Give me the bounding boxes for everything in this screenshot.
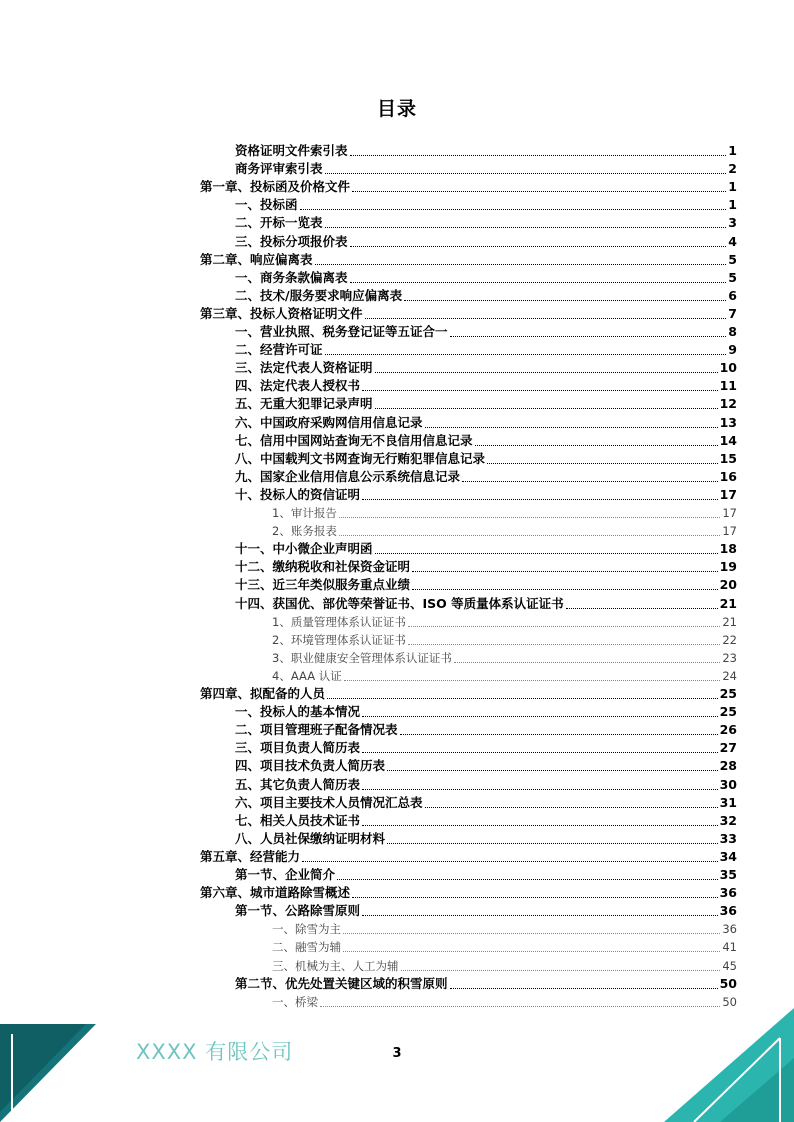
toc-entry-title: 五、其它负责人简历表 bbox=[235, 776, 361, 792]
toc-entry-page: 1 bbox=[728, 143, 737, 158]
toc-entry-title: 第四章、拟配备的人员 bbox=[200, 686, 326, 701]
toc-entry[interactable] bbox=[235, 214, 737, 232]
toc-entry-title: 四、法定代表人授权书 bbox=[235, 378, 361, 394]
toc-dot-leader bbox=[315, 264, 727, 265]
toc-entry-title: 二、开标一览表 bbox=[235, 215, 323, 231]
toc-entry[interactable] bbox=[235, 160, 737, 178]
toc-entry-page: 11 bbox=[719, 378, 737, 394]
toc-entry-page: 41 bbox=[722, 940, 737, 955]
toc-entry-title: 五、无重大犯罪记录声明 bbox=[235, 396, 373, 412]
toc-dot-leader bbox=[425, 807, 718, 808]
toc-entry-page: 24 bbox=[722, 668, 737, 683]
toc-entry-title: 第二节、优先处置关键区域的积雪原则 bbox=[235, 975, 448, 991]
toc-entry[interactable] bbox=[235, 794, 737, 812]
toc-entry-page: 22 bbox=[722, 632, 737, 647]
toc-dot-leader bbox=[320, 1006, 720, 1007]
toc-entry-page: 27 bbox=[719, 740, 737, 756]
toc-entry[interactable] bbox=[235, 450, 737, 468]
toc-entry[interactable] bbox=[235, 486, 737, 504]
toc-entry[interactable] bbox=[235, 196, 737, 214]
toc-entry-title: 第一节、企业简介 bbox=[235, 867, 336, 882]
toc-entry[interactable] bbox=[235, 341, 737, 359]
toc-entry-page: 33 bbox=[719, 830, 737, 846]
toc-entry[interactable] bbox=[235, 323, 737, 341]
toc-entry-page: 30 bbox=[719, 776, 737, 792]
toc-entry-page: 23 bbox=[722, 650, 737, 665]
toc-entry-page: 34 bbox=[719, 848, 737, 864]
toc-entry-title: 四、项目技术负责人简历表 bbox=[235, 758, 386, 774]
toc-dot-leader bbox=[400, 734, 718, 735]
toc-entry[interactable] bbox=[272, 649, 737, 667]
toc-entry-title: 商务评审索引表 bbox=[235, 161, 323, 177]
page-number: 3 bbox=[392, 1046, 402, 1061]
toc-entry-page: 25 bbox=[719, 704, 737, 720]
toc-entry[interactable] bbox=[235, 776, 737, 794]
toc-dot-leader bbox=[325, 354, 727, 355]
toc-entry-title: 二、融雪为辅 bbox=[272, 940, 341, 955]
toc-entry[interactable] bbox=[272, 938, 737, 956]
toc-dot-leader bbox=[566, 608, 718, 609]
toc-entry-page: 15 bbox=[719, 450, 737, 466]
toc-dot-leader bbox=[404, 300, 726, 301]
toc-dot-leader bbox=[362, 752, 718, 753]
toc-entry-page: 2 bbox=[728, 161, 737, 177]
toc-entry-title: 一、桥梁 bbox=[272, 994, 318, 1009]
toc-entry[interactable] bbox=[235, 414, 737, 432]
toc-dot-leader bbox=[325, 173, 727, 174]
toc-entry[interactable] bbox=[235, 287, 737, 305]
toc-entry-title: 八、人员社保缴纳证明材料 bbox=[235, 830, 386, 846]
toc-dot-leader bbox=[387, 770, 718, 771]
toc-entry[interactable] bbox=[235, 866, 737, 884]
toc-entry-title: 第二章、响应偏离表 bbox=[200, 251, 313, 267]
toc-entry-page: 50 bbox=[719, 975, 737, 991]
toc-entry[interactable] bbox=[200, 251, 737, 269]
toc-entry-page: 28 bbox=[719, 758, 737, 774]
page-title: 目录 bbox=[376, 98, 417, 120]
toc-entry-page: 31 bbox=[719, 794, 737, 810]
toc-entry-title: 1、审计报告 bbox=[272, 506, 337, 520]
toc-entry[interactable] bbox=[235, 812, 737, 830]
toc-entry-title: 第一章、投标函及价格文件 bbox=[200, 179, 351, 195]
toc-entry-title: 第六章、城市道路除雪概述 bbox=[200, 885, 351, 901]
toc-entry[interactable] bbox=[235, 739, 737, 757]
toc-entry[interactable] bbox=[235, 377, 737, 395]
toc-entry-page: 50 bbox=[722, 994, 737, 1009]
toc-entry-title: 七、相关人员技术证书 bbox=[235, 812, 361, 828]
toc-dot-leader bbox=[344, 680, 721, 681]
toc-entry-title: 九、国家企业信用信息公示系统信息记录 bbox=[235, 468, 461, 484]
toc-dot-leader bbox=[408, 626, 721, 627]
toc-entry[interactable] bbox=[200, 848, 737, 866]
toc-entry[interactable] bbox=[235, 558, 737, 576]
toc-entry-title: 资格证明文件索引表 bbox=[235, 143, 348, 158]
toc-entry[interactable] bbox=[200, 178, 737, 196]
toc-entry-title: 十一、中小微企业声明函 bbox=[235, 541, 373, 557]
toc-dot-leader bbox=[350, 155, 727, 156]
toc-dot-leader bbox=[408, 644, 721, 645]
toc-dot-leader bbox=[362, 499, 718, 500]
toc-entry[interactable] bbox=[200, 685, 737, 703]
toc-entry[interactable] bbox=[272, 504, 737, 522]
toc-entry[interactable] bbox=[235, 757, 737, 775]
toc-dot-leader bbox=[350, 282, 727, 283]
toc-entry-page: 3 bbox=[728, 215, 737, 231]
toc-entry-page: 45 bbox=[722, 958, 737, 973]
toc-entry-title: 4、AAA 认证 bbox=[272, 668, 342, 683]
toc-dot-leader bbox=[343, 951, 720, 952]
toc-entry-page: 6 bbox=[728, 287, 737, 303]
toc-entry-title: 十四、获国优、部优等荣誉证书、ISO 等质量体系认证证书 bbox=[235, 595, 564, 611]
toc-entry-page: 7 bbox=[728, 305, 737, 321]
toc-dot-leader bbox=[454, 662, 721, 663]
toc-entry[interactable] bbox=[235, 359, 737, 377]
toc-entry-page: 14 bbox=[719, 432, 737, 448]
toc-entry-page: 9 bbox=[728, 342, 737, 358]
toc-entry[interactable] bbox=[235, 703, 737, 721]
toc-entry-title: 十三、近三年类似服务重点业绩 bbox=[235, 577, 411, 593]
toc-entry-title: 二、技术/服务要求响应偏离表 bbox=[235, 287, 403, 303]
toc-entry-page: 36 bbox=[722, 922, 737, 937]
toc-dot-leader bbox=[343, 933, 720, 934]
toc-entry-page: 21 bbox=[719, 595, 737, 611]
toc-entry-title: 七、信用中国网站查询无不良信用信息记录 bbox=[235, 432, 473, 448]
toc-dot-leader bbox=[352, 897, 718, 898]
toc-entry[interactable] bbox=[235, 395, 737, 413]
toc-entry-page: 5 bbox=[728, 251, 737, 267]
toc-dot-leader bbox=[337, 879, 718, 880]
toc-dot-leader bbox=[352, 191, 726, 192]
toc-entry-page: 13 bbox=[719, 414, 737, 430]
toc-entry-title: 三、法定代表人资格证明 bbox=[235, 360, 373, 376]
toc-entry-title: 一、投标人的基本情况 bbox=[235, 704, 361, 720]
toc-entry[interactable] bbox=[235, 432, 737, 450]
corner-decoration-right-icon bbox=[664, 1008, 794, 1122]
toc-dot-leader bbox=[325, 227, 727, 228]
toc-entry-page: 17 bbox=[722, 524, 737, 539]
toc-entry-title: 二、项目管理班子配备情况表 bbox=[235, 722, 398, 738]
toc-dot-leader bbox=[362, 716, 718, 717]
toc-entry-title: 三、项目负责人简历表 bbox=[235, 740, 361, 756]
toc-entry[interactable] bbox=[200, 884, 737, 902]
toc-entry[interactable] bbox=[235, 830, 737, 848]
toc-dot-leader bbox=[302, 861, 718, 862]
toc-entry-page: 19 bbox=[719, 559, 737, 575]
toc-entry-page: 36 bbox=[719, 885, 737, 901]
toc-entry-title: 2、账务报表 bbox=[272, 524, 337, 539]
toc-entry[interactable] bbox=[235, 721, 737, 739]
toc-dot-leader bbox=[412, 571, 718, 572]
footer-company-name: XXXX 有限公司 bbox=[136, 1040, 294, 1064]
toc-dot-leader bbox=[375, 408, 718, 409]
toc-entry-title: 3、职业健康安全管理体系认证证书 bbox=[272, 650, 452, 665]
toc-dot-leader bbox=[412, 589, 718, 590]
toc-entry-title: 一、投标函 bbox=[235, 197, 298, 213]
toc-entry-page: 5 bbox=[728, 269, 737, 285]
toc-entry-page: 20 bbox=[719, 577, 737, 593]
toc-dot-leader bbox=[327, 698, 718, 699]
toc-entry-title: 十二、缴纳税收和社保资金证明 bbox=[235, 559, 411, 575]
toc-entry[interactable] bbox=[235, 269, 737, 287]
toc-entry[interactable] bbox=[235, 576, 737, 594]
toc-dot-leader bbox=[475, 445, 718, 446]
toc-dot-leader bbox=[450, 988, 718, 989]
toc-entry-title: 三、投标分项报价表 bbox=[235, 233, 348, 249]
toc-dot-leader bbox=[401, 970, 721, 971]
toc-entry[interactable] bbox=[235, 142, 737, 160]
toc-entry-page: 1 bbox=[728, 197, 737, 213]
toc-entry-title: 六、项目主要技术人员情况汇总表 bbox=[235, 794, 423, 810]
toc-entry-page: 4 bbox=[728, 233, 737, 249]
toc-entry-title: 一、营业执照、税务登记证等五证合一 bbox=[235, 324, 448, 339]
toc-entry[interactable] bbox=[272, 631, 737, 649]
toc-entry-page: 18 bbox=[719, 541, 737, 557]
toc-entry-page: 32 bbox=[719, 812, 737, 828]
toc-entry-page: 35 bbox=[719, 867, 737, 882]
toc-entry-title: 二、经营许可证 bbox=[235, 342, 323, 358]
toc-dot-leader bbox=[387, 843, 718, 844]
toc-dot-leader bbox=[362, 915, 718, 916]
toc-entry-page: 17 bbox=[722, 506, 737, 520]
toc-entry-title: 一、除雪为主 bbox=[272, 922, 341, 937]
toc-entry-page: 36 bbox=[719, 903, 737, 919]
toc-entry[interactable] bbox=[272, 667, 737, 685]
toc-dot-leader bbox=[362, 390, 718, 391]
toc-dot-leader bbox=[339, 535, 721, 536]
toc-entry-title: 1、质量管理体系认证证书 bbox=[272, 614, 406, 629]
toc-entry[interactable] bbox=[272, 920, 737, 938]
toc-entry[interactable] bbox=[235, 902, 737, 920]
toc-dot-leader bbox=[350, 246, 727, 247]
toc-entry-title: 第一节、公路除雪原则 bbox=[235, 903, 361, 919]
toc-entry-page: 16 bbox=[719, 468, 737, 484]
toc-entry-title: 六、中国政府采购网信用信息记录 bbox=[235, 414, 423, 430]
corner-decoration-left-icon bbox=[0, 1024, 100, 1122]
toc-dot-leader bbox=[375, 372, 718, 373]
toc-entry[interactable] bbox=[235, 233, 737, 251]
toc-entry-page: 10 bbox=[719, 360, 737, 376]
toc-dot-leader bbox=[462, 481, 718, 482]
toc-entry-title: 三、机械为主、人工为辅 bbox=[272, 958, 399, 973]
toc-dot-leader bbox=[365, 318, 727, 319]
toc-entry[interactable] bbox=[272, 613, 737, 631]
toc-entry[interactable] bbox=[235, 540, 737, 558]
toc-dot-leader bbox=[375, 553, 718, 554]
toc-entry[interactable] bbox=[235, 595, 737, 613]
toc-dot-leader bbox=[487, 463, 718, 464]
toc-entry[interactable] bbox=[272, 957, 737, 975]
toc-entry[interactable] bbox=[235, 468, 737, 486]
toc-entry-title: 一、商务条款偏离表 bbox=[235, 269, 348, 285]
toc-entry-page: 21 bbox=[722, 614, 737, 629]
toc-dot-leader bbox=[362, 789, 718, 790]
toc-entry-page: 12 bbox=[719, 396, 737, 412]
toc-entry-page: 26 bbox=[719, 722, 737, 738]
toc-entry-page: 25 bbox=[719, 686, 737, 701]
toc-dot-leader bbox=[425, 427, 718, 428]
toc-entry[interactable] bbox=[200, 305, 737, 323]
toc-entry[interactable] bbox=[235, 975, 737, 993]
toc-entry-page: 17 bbox=[719, 486, 737, 502]
toc-entry-title: 2、环境管理体系认证证书 bbox=[272, 632, 406, 647]
toc-entry[interactable] bbox=[272, 522, 737, 540]
toc-dot-leader bbox=[450, 336, 727, 337]
toc-entry-title: 第五章、经营能力 bbox=[200, 848, 301, 864]
toc-dot-leader bbox=[300, 209, 727, 210]
toc-entry-title: 第三章、投标人资格证明文件 bbox=[200, 305, 363, 321]
toc-entry-title: 八、中国载判文书网查询无行贿犯罪信息记录 bbox=[235, 450, 486, 466]
toc-entry-page: 8 bbox=[728, 324, 737, 339]
toc-dot-leader bbox=[362, 825, 718, 826]
toc-entry-page: 1 bbox=[728, 179, 737, 195]
toc-dot-leader bbox=[339, 517, 721, 518]
toc-entry-title: 十、投标人的资信证明 bbox=[235, 486, 361, 502]
